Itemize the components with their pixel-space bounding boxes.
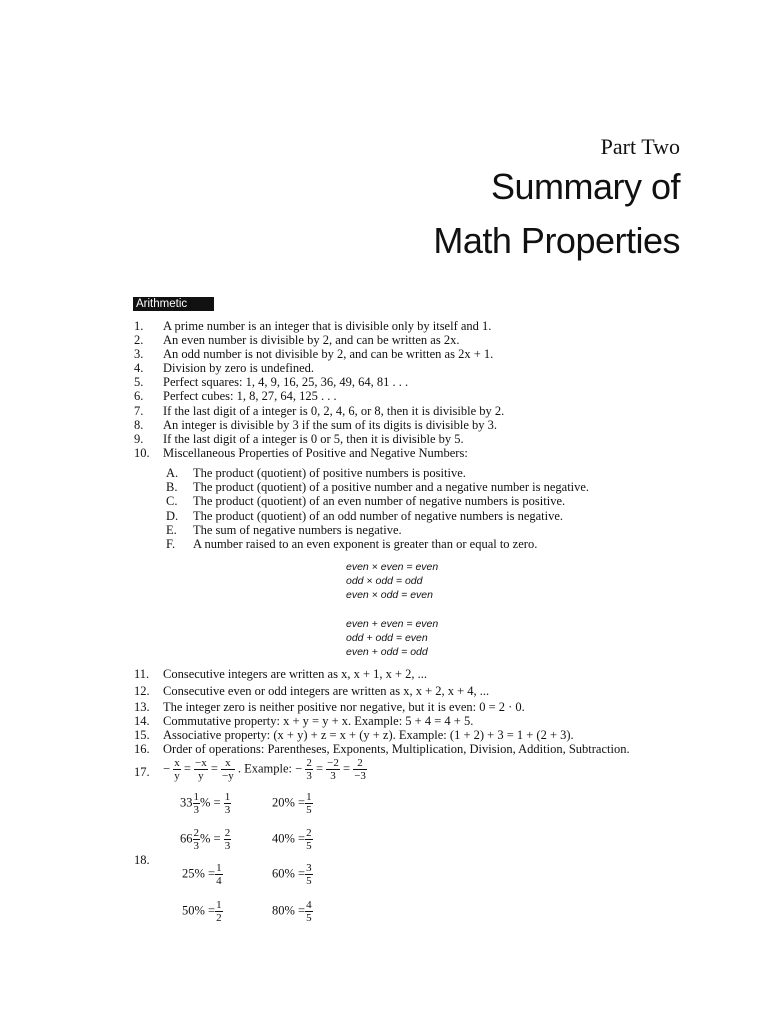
item-text: If the last digit of a integer is 0 or 5, then it is divisible by 5.: [163, 432, 464, 446]
percent-fraction: 66 $\frac{2}{3}$ % = $\frac{2}{3}$: [180, 827, 231, 852]
item-number: 12.: [134, 684, 150, 698]
sub-item-letter: F.: [166, 537, 176, 551]
item-text: Division by zero is undefined.: [163, 361, 315, 375]
item-text: An odd number is not divisible by 2, and can be written as 2x + 1.: [163, 347, 494, 361]
item-text: A prime number is an integer that is divisible only by itself and 1.: [163, 319, 492, 333]
parity-rule: even + even = even: [346, 618, 439, 630]
item-text: If the last digit of a integer is 0, 2, 4, 6, or 8, then it is divisible by 2.: [163, 404, 505, 418]
minus-sign: −: [295, 761, 303, 776]
page-title-line2: Math Properties: [433, 220, 680, 261]
parity-rule: even × even = even: [346, 561, 439, 573]
item-number: 11.: [134, 667, 150, 681]
item-number: 3.: [134, 347, 144, 361]
fraction: $\frac{-2}{3}$: [327, 757, 339, 782]
percent-fraction: 80% = $\frac{4}{5}$: [272, 899, 312, 924]
fraction: $\frac{2}{-3}$: [354, 757, 366, 782]
equals-sign: =: [210, 761, 218, 776]
item-number: 5.: [134, 375, 144, 389]
fraction: $\frac{2}{3}$: [306, 757, 312, 782]
page-title-line1: Summary of: [490, 166, 680, 207]
percent-fraction: 20% = $\frac{1}{5}$: [272, 791, 312, 816]
parity-rule: even × odd = even: [346, 589, 433, 601]
item-text: Perfect squares: 1, 4, 9, 16, 25, 36, 49, 64, 81 . . .: [163, 375, 409, 389]
item-number: 6.: [134, 389, 144, 403]
sub-item-letter: D.: [166, 509, 179, 523]
minus-sign: −: [163, 761, 171, 776]
item-number: 9.: [134, 432, 144, 446]
item-text: Miscellaneous Properties of Positive and Negative Numbers:: [163, 446, 468, 460]
sign-rule-formula: [163, 757, 367, 782]
parity-rule: odd + odd = even: [346, 632, 428, 644]
item-text: Perfect cubes: 1, 8, 27, 64, 125 . . .: [163, 389, 337, 403]
sub-item-text: The sum of negative numbers is negative.: [193, 523, 402, 537]
sub-item-letter: C.: [166, 494, 178, 508]
parity-rule: odd × odd = odd: [346, 575, 423, 587]
item-number: 18.: [134, 853, 150, 867]
item-text: An integer is divisible by 3 if the sum of its digits is divisible by 3.: [163, 418, 498, 432]
sub-item-text: The product (quotient) of an even number of negative numbers is positive.: [193, 494, 566, 508]
percent-fraction: 60% = $\frac{3}{5}$: [272, 862, 312, 887]
percent-fraction: 25% = $\frac{1}{4}$: [182, 862, 222, 887]
item-number: 13.: [134, 700, 150, 714]
sub-item-text: The product (quotient) of an odd number of negative numbers is negative.: [193, 509, 564, 523]
sub-item-letter: B.: [166, 480, 178, 494]
sub-item-text: The product (quotient) of positive numbers is positive.: [193, 466, 466, 480]
item-text: Associative property: (x + y) + z = x + (y + z). Example: (1 + 2) + 3 = 1 + (2 + 3).: [163, 728, 574, 742]
item-number: 17.: [134, 765, 150, 779]
sub-item-text: A number raised to an even exponent is greater than or equal to zero.: [193, 537, 538, 551]
item-text: The integer zero is neither positive nor negative, but it is even: 0 = 2 · 0.: [163, 700, 525, 714]
percent-fraction: 40% = $\frac{2}{5}$: [272, 827, 312, 852]
item-text: Consecutive integers are written as x, x + 1, x + 2, ...: [163, 667, 428, 681]
item-number: 4.: [134, 361, 144, 375]
fraction: $\frac{x}{y}$: [174, 757, 180, 782]
item-number: 8.: [134, 418, 144, 432]
sub-item-text: The product (quotient) of a positive number and a negative number is negative.: [193, 480, 590, 494]
item-number: 1.: [134, 319, 144, 333]
item-number: 16.: [134, 742, 150, 756]
item-number: 7.: [134, 404, 144, 418]
parity-rule: even + odd = odd: [346, 646, 428, 658]
equals-sign: =: [343, 761, 351, 776]
percent-fraction: 33 $\frac{1}{3}$ % = $\frac{1}{3}$: [180, 791, 231, 816]
fraction: $\frac{-x}{y}$: [195, 757, 207, 782]
equals-sign: =: [315, 761, 324, 776]
equals-sign: =: [183, 761, 191, 776]
example-label: . Example:: [237, 761, 293, 776]
item-text: Consecutive even or odd integers are written as x, x + 2, x + 4, ...: [163, 684, 490, 698]
part-label: Part Two: [600, 134, 680, 159]
item-text: Order of operations: Parentheses, Exponents, Multiplication, Division, Addition, Subtraction.: [163, 742, 630, 756]
sub-item-letter: A.: [166, 466, 179, 480]
item-number: 10.: [134, 446, 150, 460]
item-number: 14.: [134, 714, 150, 728]
item-text: Commutative property: x + y = y + x. Example: 5 + 4 = 4 + 5.: [163, 714, 474, 728]
percent-fraction: 50% = $\frac{1}{2}$: [182, 899, 222, 924]
fraction: $\frac{x}{-y}$: [222, 757, 234, 782]
item-number: 15.: [134, 728, 150, 742]
sub-item-letter: E.: [166, 523, 177, 537]
item-number: 2.: [134, 333, 144, 347]
section-heading: Arithmetic: [133, 297, 214, 311]
item-text: An even number is divisible by 2, and can be written as 2x.: [163, 333, 460, 347]
